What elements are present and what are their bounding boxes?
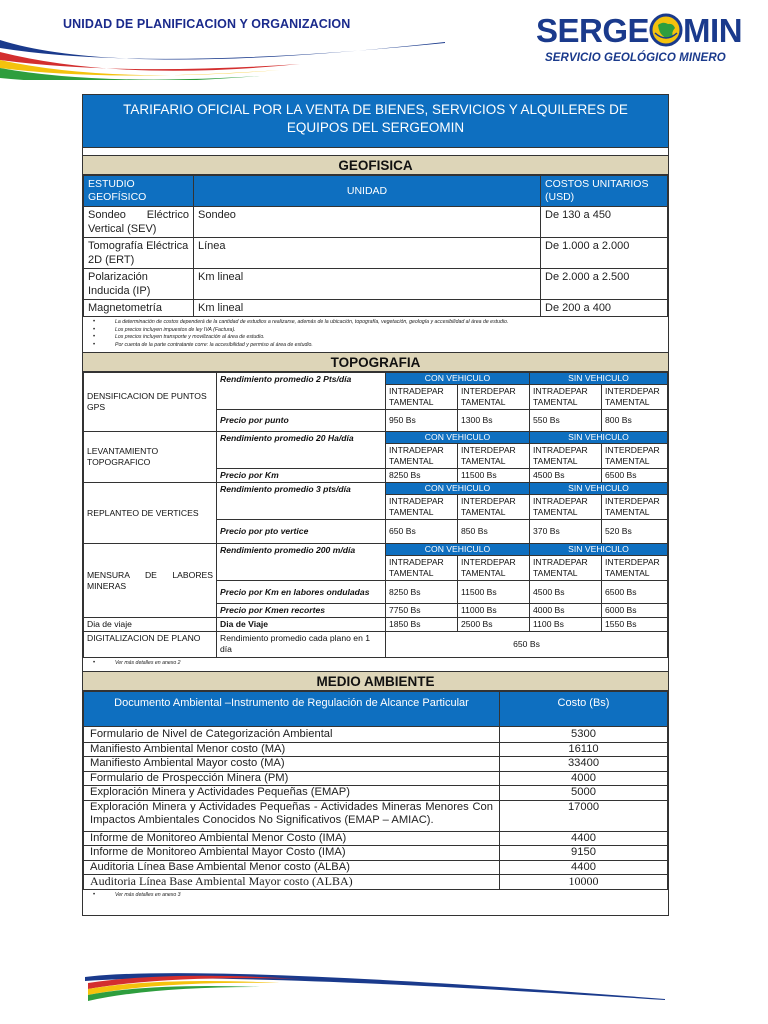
table-row: Precio por Km en labores onduladas 8250 Bs 11500 Bs 4500 Bs 6500 Bs [84, 581, 668, 604]
col-estudio: ESTUDIO GEOFÍSICO [84, 176, 194, 207]
logo-subtitle: SERVICIO GEOLÓGICO MINERO [545, 52, 726, 64]
table-row: MENSURA DE LABORES MINERAS Rendimiento promedio 200 m/día CON VEHICULO SIN VEHICULO [84, 544, 668, 556]
note-item: • La determinación de costos dependerá de la cantidad de estudios a realizarse, además de la ubicación, topografía, vegetación, geología y accesibilidad al área de estudio. [93, 319, 668, 327]
table-row: INTRADEPAR TAMENTAL INTERDEPAR TAMENTAL INTRADEPAR TAMENTAL INTERDEPAR TAMENTAL [84, 556, 668, 581]
section-topografia: TOPOGRAFIA [83, 353, 668, 372]
table-row: Exploración Minera y Actividades Pequeñas - Actividades Mineras Menores Con Impactos Ambientales Conocidos No Significativos (EMAP – AMIAC). 17000 [84, 800, 668, 831]
note-item: • Los precios incluyen transporte y movilización al área de estudio. [93, 334, 668, 342]
table-row: Manifiesto Ambiental Menor costo (MA) 16110 [84, 742, 668, 757]
col-unidad: UNIDAD [194, 176, 541, 207]
table-row: Precio por Km 8250 Bs 11500 Bs 4500 Bs 6500 Bs [84, 469, 668, 483]
table-row: Auditoria Línea Base Ambiental Mayor costo (ALBA) 10000 [84, 875, 668, 890]
table-row: Exploración Minera y Actividades Pequeñas (EMAP) 5000 [84, 786, 668, 801]
table-row: Informe de Monitoreo Ambiental Mayor Costo (IMA) 9150 [84, 846, 668, 861]
table-row: Formulario de Nivel de Categorización Ambiental 5300 [84, 726, 668, 742]
document-title: TARIFARIO OFICIAL POR LA VENTA DE BIENES, SERVICIOS Y ALQUILERES DE EQUIPOS DEL SERGEOMIN [83, 95, 668, 147]
col-costo: Costo (Bs) [500, 691, 668, 726]
table-row: Sondeo Eléctrico Vertical (SEV) Sondeo De 130 a 450 [84, 207, 668, 238]
table-row: Dia de viaje Dia de Viaje 1850 Bs 2500 Bs 1100 Bs 1550 Bs [84, 618, 668, 632]
note-item: • Ver más detalles en anexo 3 [93, 892, 668, 900]
unit-title: UNIDAD DE PLANIFICACION Y ORGANIZACION [63, 17, 351, 31]
section-medio-ambiente: MEDIO AMBIENTE [83, 672, 668, 691]
globe-icon [649, 13, 683, 47]
page-header [0, 0, 768, 88]
table-row: Magnetometría Km lineal De 200 a 400 [84, 300, 668, 317]
table-row: Precio por Kmen recortes 7750 Bs 11000 Bs 4000 Bs 6000 Bs [84, 604, 668, 618]
table-row: INTRADEPAR TAMENTAL INTERDEPAR TAMENTAL INTRADEPAR TAMENTAL INTERDEPAR TAMENTAL [84, 495, 668, 520]
note-item: • Los precios incluyen impuestos de ley IVA (Factura). [93, 327, 668, 335]
table-row: Polarización Inducida (IP) Km lineal De 2.000 a 2.500 [84, 269, 668, 300]
table-row: Precio por punto 950 Bs 1300 Bs 550 Bs 800 Bs [84, 410, 668, 432]
flag-swoosh-bottom [80, 965, 670, 1005]
table-row: LEVANTAMIENTO TOPOGRAFICO Rendimiento promedio 20 Ha/día CON VEHICULO SIN VEHICULO [84, 432, 668, 444]
topografia-table [83, 372, 668, 658]
table-row: Precio por pto vertice 650 Bs 850 Bs 370 Bs 520 Bs [84, 520, 668, 544]
geofisica-table [83, 175, 668, 317]
note-item: • Ver más detalles en anexo 2 [93, 660, 668, 668]
spacer-row [83, 147, 668, 156]
table-row: DIGITALIZACION DE PLANO Rendimiento promedio cada plano en 1 día 650 Bs [84, 632, 668, 658]
sergeomin-logo [536, 12, 756, 72]
table-row: Manifiesto Ambiental Mayor costo (MA) 33400 [84, 757, 668, 772]
geofisica-notes [83, 317, 668, 353]
logo-wordmark: SERGE MIN [536, 12, 743, 49]
medio-notes [83, 890, 668, 903]
table-row: Formulario de Prospección Minera (PM) 4000 [84, 771, 668, 786]
flag-swoosh-top [0, 30, 450, 80]
topografia-notes [83, 658, 668, 672]
table-row: Tomografía Eléctrica 2D (ERT) Línea De 1.000 a 2.000 [84, 238, 668, 269]
table-row: DENSIFICACION DE PUNTOS GPS Rendimiento promedio 2 Pts/día CON VEHICULO SIN VEHICULO [84, 373, 668, 385]
table-row: INTRADEPAR TAMENTAL INTERDEPAR TAMENTAL INTRADEPAR TAMENTAL INTERDEPAR TAMENTAL [84, 444, 668, 469]
col-documento: Documento Ambiental –Instrumento de Regulación de Alcance Particular [84, 691, 500, 726]
note-item: • Por cuenta de la parte contratante corre: la accesibilidad y permiso al área de estudio. [93, 342, 668, 350]
table-row: Auditoria Línea Base Ambiental Menor costo (ALBA) 4400 [84, 860, 668, 875]
table-row: REPLANTEO DE VERTICES Rendimiento promedio 3 pts/día CON VEHICULO SIN VEHICULO [84, 483, 668, 495]
tariff-document [82, 94, 669, 916]
geofisica-header-row [84, 176, 668, 207]
medio-header-row [84, 691, 668, 726]
table-row: INTRADEPAR TAMENTAL INTERDEPAR TAMENTAL INTRADEPAR TAMENTAL INTERDEPAR TAMENTAL [84, 385, 668, 410]
medio-ambiente-table [83, 691, 668, 890]
section-geofisica: GEOFISICA [83, 156, 668, 175]
table-row: Informe de Monitoreo Ambiental Menor Costo (IMA) 4400 [84, 831, 668, 846]
col-costos: COSTOS UNITARIOS (USD) [541, 176, 668, 207]
